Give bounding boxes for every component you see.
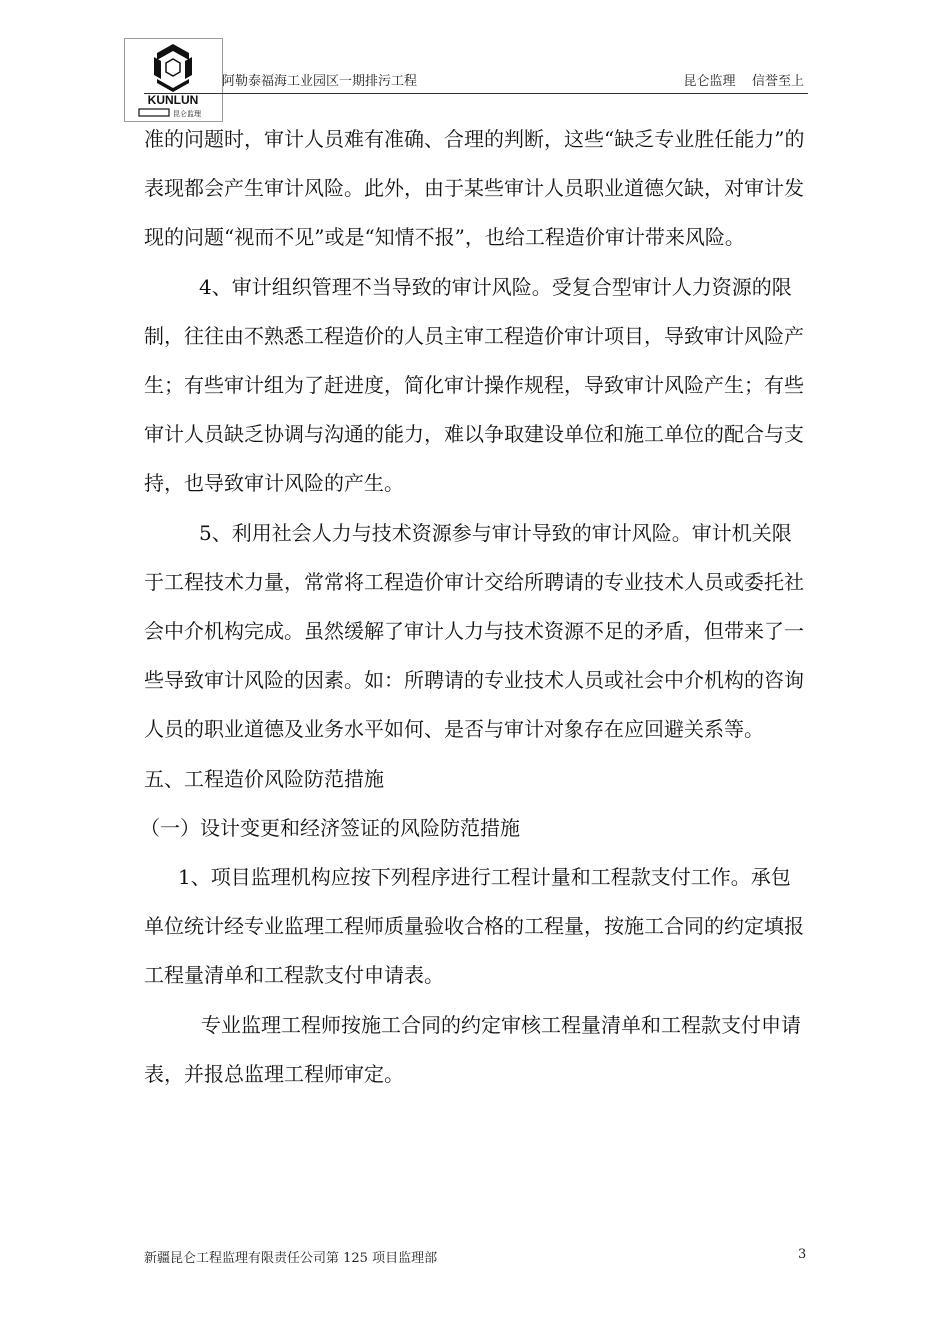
body-paragraph: 专业监理工程师按施工合同的约定审核工程量清单和工程款支付申请表，并报总监理工程师审定。	[144, 1012, 801, 1086]
header-project-title: 阿勒泰福海工业园区一期排污工程	[222, 74, 418, 89]
document-body	[140, 115, 810, 1099]
header-slogan: 昆仑监理 信誉至上	[683, 74, 804, 89]
subsection-heading: （一）设计变更和经济签证的风险防范措施	[140, 815, 520, 840]
body-paragraph: 5、利用社会人力与技术资源参与审计导致的审计风险。审计机关限于工程技术力量，常常将工程造价审计交给所聘请的专业技术人员或委托社会中介机构完成。虽然缓解了审计人力与技术资源不足的矛盾，但带来了一些导致审计风险的因素。如：所聘请的专业技术人员或社会中介机构的咨询人员的职业道德及业务水平如何、是否与审计对象存在应回避关系等。	[144, 520, 804, 742]
header-divider	[144, 93, 808, 94]
body-paragraph: 准的问题时，审计人员难有准确、合理的判断，这些“缺乏专业胜任能力”的表现都会产生审计风险。此外，由于某些审计人员职业道德欠缺，对审计发现的问题“视而不见”或是“知情不报”，也给工程造价审计带来风险。	[144, 127, 805, 250]
section-heading: 五、工程造价风险防范措施	[144, 766, 384, 791]
company-logo	[124, 38, 223, 122]
logo-subtext: 昆仑监理	[173, 110, 201, 118]
footer-company: 新疆昆仑工程监理有限责任公司第 125 项目监理部	[144, 1251, 438, 1266]
kunlun-cube-logo-icon	[154, 44, 192, 92]
body-paragraph: 1、项目监理机构应按下列程序进行工程计量和工程款支付工作。承包单位统计经专业监理工程师质量验收合格的工程量，按施工合同的约定填报工程量清单和工程款支付申请表。	[144, 865, 804, 988]
logo-wordmark: KUNLUN	[147, 93, 199, 107]
body-paragraph: 4、审计组织管理不当导致的审计风险。受复合型审计人力资源的限制，往往由不熟悉工程造价的人员主审工程造价审计项目，导致审计风险产生；有些审计组为了赶进度，简化审计操作规程，导致审计风险产生；有些审计人员缺乏协调与沟通的能力，难以争取建设单位和施工单位的配合与支持，也导致审计风险的产生。	[144, 274, 804, 496]
footer-page-number: 3	[798, 1247, 807, 1262]
